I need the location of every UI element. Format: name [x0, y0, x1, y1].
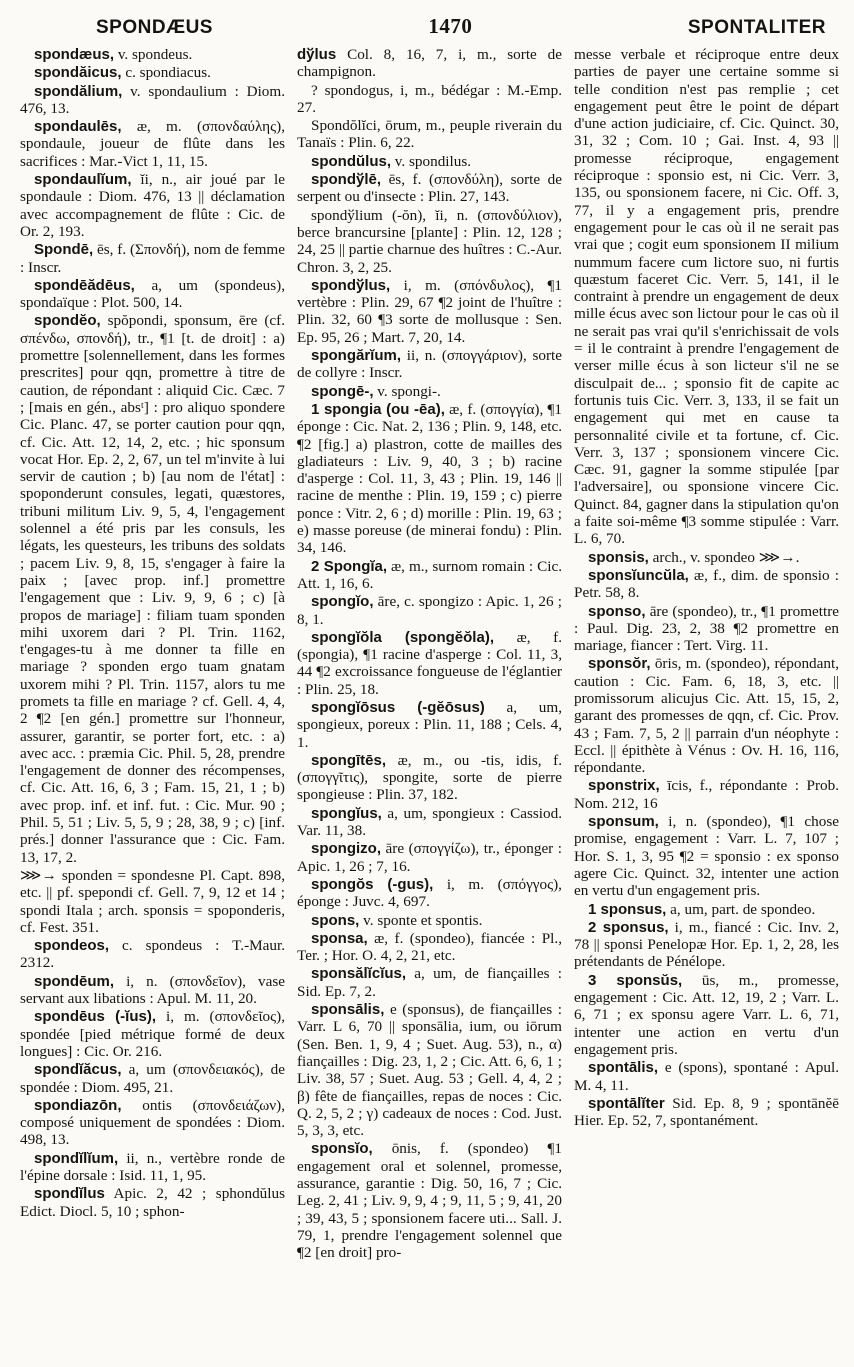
page-number: 1470 [428, 14, 473, 38]
column-3 [574, 46, 839, 1361]
entry-headword: spondŭlus, [311, 152, 391, 170]
entry-definition: Col. 8, 16, 7, i, m., sorte de champignon. [297, 46, 562, 81]
entry-definition: īcis, f., répondante : Prob. Nom. 212, 16 [574, 777, 839, 812]
dictionary-entry [574, 567, 839, 602]
entry-headword: 2 sponsus, [588, 918, 669, 936]
dictionary-entry [574, 1059, 839, 1094]
entry-headword: sponsis, [588, 548, 649, 566]
column-1 [20, 46, 285, 1361]
entry-definition: ēs, f. (Σπονδή), nom de femme : Inscr. [20, 241, 285, 276]
dictionary-entry [297, 930, 562, 965]
entry-definition: a, um, spongieux, poreux : Plin. 11, 188 ; Cels. 4, 1. [297, 698, 562, 751]
entry-headword: spongītēs, [311, 751, 387, 769]
entry-definition: a, um, de fiançailles : Sid. Ep. 7, 2. [297, 965, 562, 1000]
entry-headword: sponsa, [311, 929, 368, 947]
entry-definition: æ, f. (σπογγία), ¶1 éponge : Cic. Nat. 2, 136 ; Plin. 9, 148, etc. ¶2 [fig.] a) plastron, cotte de mailles des gladiateurs : Liv. 9, 40, 3 ; b) racine d'asperge : Col. 11, 3, 43 ; Plin. 19, 146 || racine de menthe : Plin. 19, 159 ; c) pierre ponce : Vitr. 2, 6 ; d) morille : Plin. 19, 63 ; e) masse poreuse (de minerai fondu) : Plin. 34, 146. [297, 400, 562, 557]
entry-definition: æ, f. (spondeo), fiancée : Pl., Ter. ; Hor. O. 4, 2, 21, etc. [297, 929, 562, 965]
entry-definition: æ, m., surnom romain : Cic. Att. 1, 16, 6. [297, 557, 562, 592]
entry-definition: æ, m., ou -tis, idis, f. (σπογγῖτις), spongite, sorte de pierre spongieuse : Plin. 37, 182. [297, 751, 562, 804]
dictionary-entry [297, 383, 562, 400]
entry-headword: spondălium, [34, 82, 123, 100]
entry-headword: spondĕo, [34, 312, 101, 330]
entry-headword: spongĭŏla (spongĕŏla), [311, 628, 494, 646]
dictionary-entry [20, 1008, 285, 1060]
entry-headword: spondeos, [34, 937, 110, 955]
entry-headword: spongizo, [311, 840, 381, 858]
entry-headword: Spondē, [34, 241, 94, 259]
entry-definition: āre (σπογγίζω), tr., éponger : Apic. 1, 26 ; 7, 16. [297, 840, 562, 875]
entry-definition: v. spongi-. [373, 382, 441, 400]
entry-headword: dўlus [297, 46, 337, 63]
entry-definition: ii, n., vertèbre ronde de l'épine dorsale : Isid. 11, 1, 95. [20, 1149, 285, 1184]
entry-definition: i, m. (σπόνδυλος), ¶1 vertèbre : Plin. 29, 67 ¶2 joint de l'huître : Plin. 32, 60 ¶3 sorte de mollusque : Sen. Ep. 95, 26 ; Mart. 7, 20, 14. [297, 276, 562, 346]
entry-definition: spondўlium (-ŏn), ĭi, n. (σπονδύλιον), berce brancursine [plante] : Plin. 12, 128 ; 24, 25 || partie charnue des huîtres : C.-Aur. Chron. 3, 2, 25. [297, 206, 562, 276]
entry-definition: spŏpondi, sponsum, ēre (cf. σπένδω, σπονδή), tr., ¶1 [t. de droit] : a) promettre [solennellement, dans les formes prescrites] pour qqn, promettre à titre de caution, de répondant : aliquid Cic. Cæc. 7 ; [mais en gén., absᵗ] : pro aliquo spondere Cic. Planc. 47, se porter caution pour qqn, cf. Cic. Att. 12, 14, 2, etc. ; hic sponsum vocat Hor. Ep. 2, 2, 67, un tel m'invite à lui servir de caution ; b) [au nom de l'état] : spoponderunt consules, legati, quæstores, tribuni militum Liv. 9, 5, 4, l'engagement solennel a été pris par les consuls, les légats, les questeurs, les tribuns des soldats ; pacem Liv. 9, 8, 15, s'engager à faire la paix ; [avec prop. inf.] promettre l'engagement que : Liv. 9, 9, 6 ; c) [à propos de mariage] : filiam tuam sponden mihi uxorem dari ? Pl. Trin. 1162, t'engages-tu à me donner ta fille en mariage ? sponden ergo tuam gnatam uxorem mihi ? Pl. Trin. 1157, alors tu me promets ta fille en mariage ? cf. Gell. 4, 4, 2 ¶2 [en gén.] promettre sur l'honneur, assurer, garantir, se porter fort, etc. : a) avec acc. : præmia Cic. Phil. 5, 28, prendre l'engagement de donner des récompenses, cf. Cic. Att. 16, 6, 3 ; Fam. 15, 21, 1 ; b) avec prop. inf. et inf. fut. : Cic. Mur. 90 ; Phil. 5, 51 ; Liv. 5, 5, 9 ; 28, 38, 9 ; c) [inf. prés.] donner l'assurance que : Cic. Fam. 13, 17, 2. [20, 312, 285, 866]
dictionary-entry [297, 117, 562, 152]
entry-headword: sponsĭuncŭla, [588, 566, 689, 584]
entry-headword: spongărĭum, [311, 347, 402, 365]
entry-definition: Spondŏlĭci, ōrum, m., peuple riverain du Tanaïs : Plin. 6, 22. [297, 117, 562, 152]
dictionary-entry [297, 401, 562, 557]
entry-headword: sponsĭo, [311, 1140, 373, 1158]
entry-headword: spondĭlĭum, [34, 1149, 119, 1167]
entry-definition: e (spons), spontané : Apul. M. 4, 11. [574, 1059, 839, 1094]
dictionary-entry [574, 603, 839, 655]
dictionary-entry [297, 965, 562, 1000]
entry-headword: spongē-, [311, 382, 374, 400]
dictionary-entry [20, 1061, 285, 1096]
entry-definition: c. spondeus : T.-Maur. 2312. [20, 937, 285, 972]
dictionary-entry [20, 1097, 285, 1149]
entry-headword: spongĭus, [311, 804, 382, 822]
entry-definition: āre, c. spongizo : Apic. 1, 26 ; 8, 1. [297, 593, 562, 628]
entry-definition: i, n. (spondeo), ¶1 chose promise, engagement : Varr. L. 7, 107 ; Hor. S. 1, 3, 95 ¶2 = sponsio : ex sponso agere Cic. Quinct. 32, intenter une action en vertu d'un engagement pris. [574, 813, 839, 900]
running-head-left: SPONDÆUS [96, 17, 213, 38]
dictionary-entry [20, 83, 285, 118]
entry-definition: æ, m. (σπονδαύλης), spondaule, joueur de flûte dans les sacrifices : Mar.-Vict 1, 11, 15. [20, 118, 285, 170]
dictionary-entry [297, 912, 562, 929]
dictionary-entry [574, 549, 839, 566]
dictionary-entry [574, 46, 839, 548]
dictionary-entry [574, 901, 839, 918]
dictionary-entry [574, 1095, 839, 1130]
dictionary-entry [297, 629, 562, 698]
entry-headword: sponsŏr, [588, 655, 651, 673]
entry-definition: ontis (σπονδειάζων), composé uniquement de spondées : Diom. 498, 13. [20, 1096, 285, 1149]
dictionary-entry [297, 207, 562, 276]
dictionary-entry [297, 699, 562, 751]
entry-definition: i, n. (σπονδεῖον), vase servant aux libations : Apul. M. 11, 20. [20, 972, 285, 1008]
entry-definition: i, m., fiancé : Cic. Inv. 2, 78 || sponsi Penelopæ Hor. Ep. 1, 2, 28, les prétendants de Pénélope. [574, 918, 839, 971]
dictionary-entry [20, 64, 285, 81]
dictionary-entry [574, 919, 839, 971]
column-2 [297, 46, 562, 1361]
dictionary-entry [20, 118, 285, 170]
entry-definition: v. spondilus. [391, 152, 472, 170]
entry-headword: spondўlē, [311, 171, 382, 189]
entry-headword: sponsālis, [311, 1001, 385, 1019]
dictionary-entry [20, 312, 285, 866]
dictionary-entry [20, 1185, 285, 1220]
dictionary-entry [574, 777, 839, 812]
entry-headword: spondўlus, [311, 276, 391, 294]
entry-definition: a, um (σπονδειακός), de spondée : Diom. 495, 21. [20, 1061, 285, 1096]
columns [20, 46, 844, 1361]
entry-headword: spondaulēs, [34, 118, 122, 136]
entry-headword: spondĭăcus, [34, 1061, 122, 1079]
entry-headword: 1 spongia (ou -ēa), [311, 400, 445, 418]
dictionary-entry [574, 655, 839, 776]
entry-headword: 2 Spongĭa, [311, 557, 388, 575]
entry-definition: c. spondiacus. [121, 64, 211, 82]
dictionary-entry [20, 46, 285, 63]
entry-headword: spondæus, [34, 46, 115, 63]
entry-definition: æ, f. (spongia), ¶1 racine d'asperge : Col. 11, 3, 44 ¶2 excroissance fongueuse de l'églantier : Plin. 25, 18. [297, 628, 562, 698]
entry-headword: spondēus (-ĭus), [34, 1008, 157, 1026]
entry-headword: sponsălĭcĭus, [311, 965, 407, 983]
entry-definition: a, um (spondeus), spondaïque : Plot. 500, 14. [20, 276, 285, 312]
entry-definition: ii, n. (σπογγάριον), sorte de collyre : Inscr. [297, 347, 562, 382]
entry-headword: spons, [311, 911, 360, 929]
entry-definition: ūs, m., promesse, engagement : Cic. Att. 12, 19, 2 ; Varr. L. 6, 71 ; ex sponsu agere Varr. L. 6, 71, intenter une action en vertu d'un engagement pris. [574, 971, 839, 1058]
entry-definition: æ, f., dim. de sponsio : Petr. 58, 8. [574, 566, 839, 602]
dictionary-entry [297, 805, 562, 840]
entry-headword: sponsum, [588, 813, 659, 831]
dictionary-entry [297, 876, 562, 911]
dictionary-entry [297, 558, 562, 593]
entry-headword: spontālis, [588, 1059, 659, 1077]
dictionary-entry [20, 241, 285, 276]
entry-headword: sponso, [588, 602, 646, 620]
entry-definition: Sid. Ep. 8, 9 ; spontānĕē Hier. Ep. 52, 7, spontanément. [574, 1094, 839, 1130]
entry-headword: spondaulĭum, [34, 171, 132, 189]
running-head [20, 6, 844, 46]
entry-definition: ⋙→ sponden = spondesne Pl. Capt. 898, etc. || pf. spepondi cf. Gell. 7, 9, 12 et 14 ; spondi Itala ; arch. sponsis = spoponderis, cf. Fest. 351. [20, 866, 285, 936]
dictionary-entry [297, 1001, 562, 1139]
dictionary-entry [20, 171, 285, 240]
entry-headword: sponstrix, [588, 777, 660, 795]
entry-definition: messe verbale et réciproque entre deux parties de payer une certaine somme si telle condition n'est pas remplie ; cet engagement peut être le point de départ d'une action judiciaire, cf. Cic. Quinct. 30, 31, 32 ; Com. 10 ; Gai. Inst. 4, 93 || promesse réciproque, engagement réciproque : sponsio est, ni Cic. Verr. 3, 135, ou sponsionem facere, ni Cic. Off. 3, 77, il y a engagement pris, prendre engagement pour le cas où il ne serait pas vrai que ; cogit eum sponsionem II milium nummum facere cum lictore suo, ni furtis quæstum faceret Cic. Verr. 5, 141, il le contraint à prendre un engagement de deux mille écus avec son lictour pour le cas où il ne serait pas vrai qu'il s'enrichissait de vols = il le contraint à prendre l'engagement de verser mille écus à son licteur s'il ne se disculpait de... ; sponsio fit de capite ac fortunis tuis Cic. Verr. 3, 133, il se fait un engagement qui met en cause ta personnalité civile et ta fortune, cf. Cic. Verr. 3, 137 ; sponsionem vincere Cic. Cæc. 91, gagner la somme stipulée [par l'adversaire], ou sponsione vincere Cic. Quinct. 84, gagner dans la stipulation qu'on a faite soi-même ¶3 somme stipulée : Varr. L. 6, 70. [574, 46, 839, 548]
dictionary-entry [20, 867, 285, 936]
dictionary-entry [297, 46, 562, 81]
dictionary-entry [297, 752, 562, 804]
entry-definition: ? spondogus, i, m., bédégar : M.-Emp. 27. [297, 81, 562, 116]
entry-headword: 3 sponsŭs, [588, 971, 683, 989]
entry-definition: a, um, part. de spondeo. [666, 900, 816, 918]
entry-definition: v. spondeus. [114, 46, 193, 63]
entry-headword: spongĭōsus (-gĕōsus) [311, 698, 485, 716]
entry-headword: spondēădēus, [34, 276, 135, 294]
dictionary-entry [297, 82, 562, 117]
entry-headword: spontālĭter [588, 1094, 665, 1112]
entry-headword: spondēum, [34, 972, 115, 990]
dictionary-entry [20, 277, 285, 312]
entry-definition: e (sponsus), de fiançailles : Varr. L 6, 70 || sponsālia, ium, ou iōrum (Sen. Ben. 1, 9, 4 ; Suet. Aug. 53), n., α) fiançailles : Dig. 23, 1, 2 ; Cic. Att. 6, 6, 1 ; Liv. 38, 57 ; Suet. Aug. 53 ; Gell. 4, 4, 2 ; β) fête de fiançailles, repas de noces : Cic. Q. 2, 5, 2 ; γ) cadeaux de noces : Cod. Just. 5, 3, 3, etc. [297, 1001, 562, 1140]
dictionary-entry [20, 1150, 285, 1185]
entry-headword: spondĭlus [34, 1185, 105, 1203]
entry-headword: spongĭo, [311, 593, 374, 611]
entry-definition: v. sponte et spontis. [359, 911, 483, 929]
dictionary-entry [297, 840, 562, 875]
dictionary-entry [20, 937, 285, 972]
entry-definition: a, um, spongieux : Cassiod. Var. 11, 38. [297, 804, 562, 840]
entry-definition: v. spondaulium : Diom. 476, 13. [20, 82, 285, 117]
entry-definition: i, m. (σπόγγος), éponge : Juvc. 4, 697. [297, 875, 562, 911]
entry-headword: spongŏs (-gus), [311, 875, 434, 893]
dictionary-entry [574, 813, 839, 899]
entry-headword: spondăicus, [34, 64, 122, 82]
dictionary-entry [297, 1140, 562, 1261]
entry-definition: āre (spondeo), tr., ¶1 promettre : Paul. Dig. 23, 2, 38 ¶2 promettre en mariage, fiancer : Tert. Virg. 11. [574, 602, 839, 655]
dictionary-entry [20, 973, 285, 1008]
entry-definition: ōris, m. (spondeo), répondant, caution : Cic. Fam. 6, 18, 3, etc. || promissorum alicujus Cic. Att. 15, 15, 2, garant des promesses de qqn, cf. Cic. Prov. 43 ; Fam. 7, 5, 2 || parrain d'un néophyte : Eccl. || épithète à Vénus : Ov. H. 16, 116, répondante. [574, 655, 839, 777]
dictionary-entry [297, 277, 562, 346]
entry-definition: arch., v. spondeo ⋙→. [648, 548, 800, 566]
running-head-right: SPONTALITER [687, 17, 826, 38]
dictionary-entry [297, 347, 562, 382]
entry-definition: ĭi, n., air joué par le spondaule : Diom. 476, 13 || déclamation avec accompagnement de flûte : Cic. de Or. 2, 193. [20, 171, 285, 240]
dictionary-entry [574, 972, 839, 1058]
entry-definition: Apic. 2, 42 ; sphondŭlus Edict. Diocl. 5, 10 ; sphon- [20, 1185, 285, 1220]
dictionary-entry [297, 153, 562, 170]
dictionary-entry [297, 593, 562, 628]
dictionary-entry [297, 171, 562, 206]
entry-headword: spondiazōn, [34, 1096, 122, 1114]
entry-definition: i, m. (σπονδεῖος), spondée [pied métrique formé de deux longues] : Cic. Or. 216. [20, 1008, 285, 1060]
entry-definition: ēs, f. (σπονδύλη), sorte de serpent ou d'insecte : Plin. 27, 143. [297, 171, 562, 206]
entry-headword: 1 sponsus, [588, 900, 667, 918]
entry-definition: ōnis, f. (spondeo) ¶1 engagement oral et solennel, promesse, assurance, garantie : Dig. 50, 16, 7 ; Cic. Leg. 2, 41 ; Liv. 9, 9, 4 ; 9, 11, 5 ; 9, 41, 20 ; 39, 43, 5 ; sponsionem facere uti... Sall. J. 79, 1, prendre l'engagement solennel que ¶2 [en droit] pro- [297, 1140, 562, 1262]
